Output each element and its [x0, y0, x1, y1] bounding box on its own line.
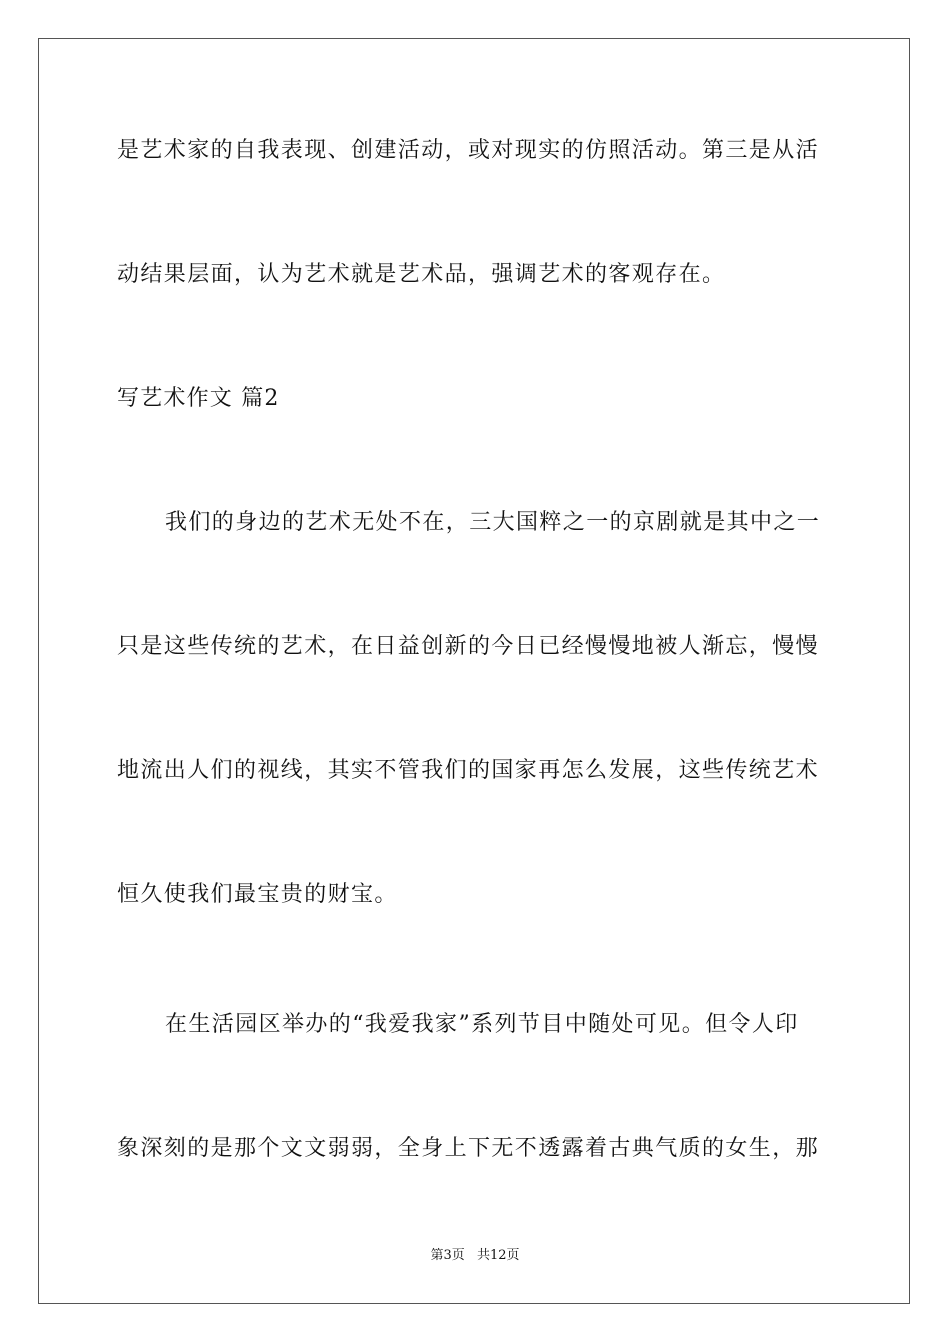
- page-number: 第3页: [430, 1248, 465, 1263]
- text-line: 地流出人们的视线，其实不管我们的国家再怎么发展，这些传统艺术: [117, 758, 820, 783]
- text-line: 只是这些传统的艺术，在日益创新的今日已经慢慢地被人渐忘，慢慢: [117, 634, 820, 659]
- section-heading: 写艺术作文 篇2: [117, 386, 280, 411]
- page-border: [38, 38, 910, 1304]
- text-line: 是艺术家的自我表现、创建活动，或对现实的仿照活动。第三是从活: [117, 138, 820, 163]
- text-line: 恒久使我们最宝贵的财宝。: [117, 882, 398, 907]
- page-footer: [0, 1247, 950, 1265]
- page-total: 共12页: [476, 1248, 520, 1263]
- paragraph-first-line: 我们的身边的艺术无处不在，三大国粹之一的京剧就是其中之一: [165, 510, 821, 535]
- text-line: 象深刻的是那个文文弱弱，全身上下无不透露着古典气质的女生，那: [117, 1136, 820, 1161]
- text-line: 动结果层面，认为艺术就是艺术品，强调艺术的客观存在。: [117, 262, 726, 287]
- paragraph-first-line: 在生活园区举办的“我爱我家”系列节目中随处可见。但令人印: [165, 1012, 799, 1037]
